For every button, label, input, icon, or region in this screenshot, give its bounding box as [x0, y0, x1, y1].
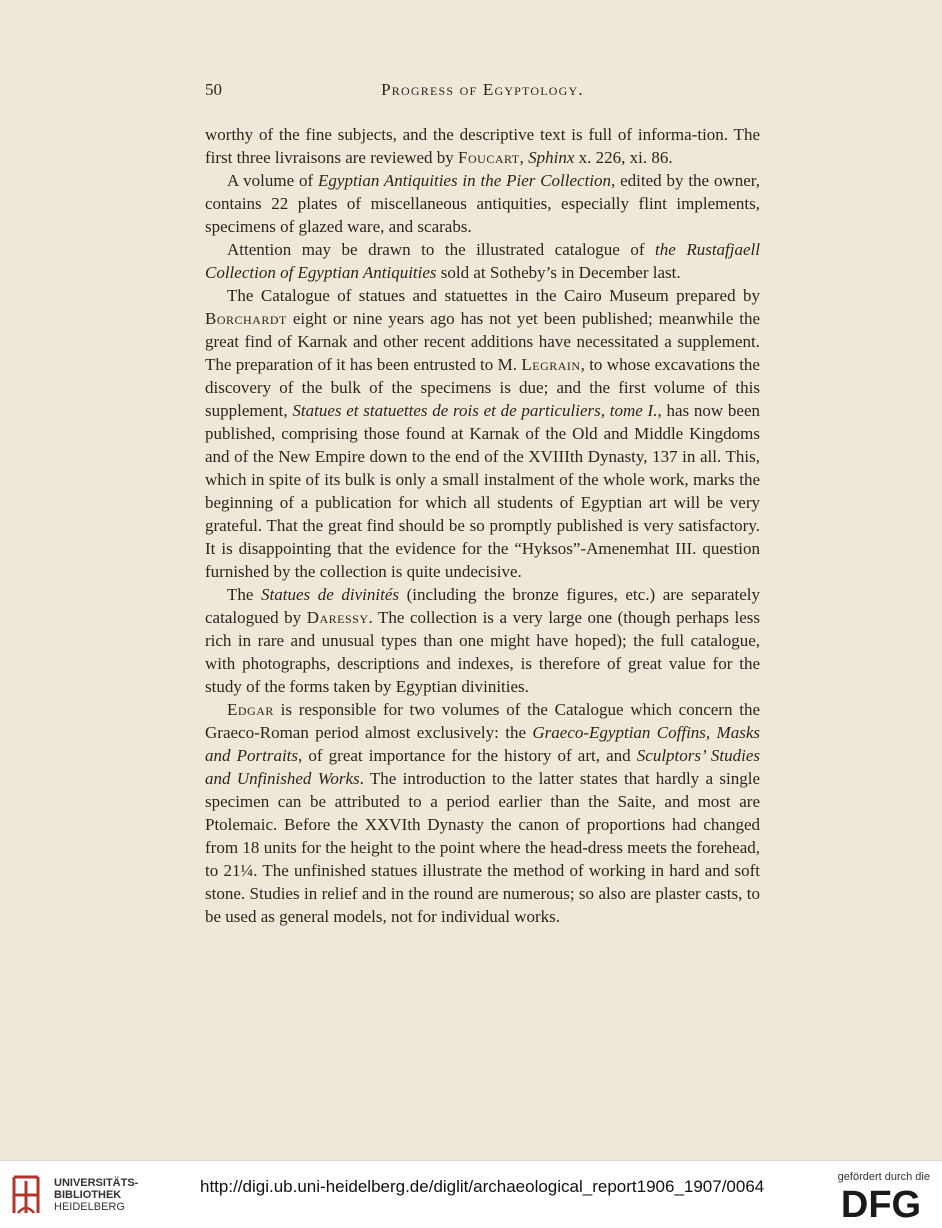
- italic-title: Statues et statuettes de rois et de particuliers, tome I.: [292, 401, 658, 420]
- funded-by-label: gefördert durch die: [837, 1171, 930, 1183]
- permalink-url[interactable]: http://digi.ub.uni-heidelberg.de/diglit/archaeological_report1906_1907/0064: [200, 1177, 765, 1196]
- text-run: , edited by the owner, contains 22 plates of miscellaneous antiquities, especially flint implements, specimens of glazed ware, and scarabs.: [205, 171, 760, 236]
- paragraph: [205, 169, 760, 238]
- text-run: The: [227, 585, 262, 604]
- italic-title: Statues de divinités: [261, 585, 400, 604]
- footer-bar: [0, 1160, 942, 1228]
- italic-title: Sphinx: [528, 148, 575, 167]
- author-name: Daressy: [306, 608, 369, 627]
- text-run: sold at Sotheby’s in December last.: [436, 263, 681, 282]
- dfg-logo[interactable]: [834, 1185, 928, 1221]
- body-text: [205, 123, 760, 928]
- library-line-3: HEIDELBERG: [54, 1201, 125, 1213]
- running-title: Progress of Egyptology.: [381, 80, 584, 99]
- page-number: 50: [205, 80, 222, 99]
- italic-title: Sculptors’ Studies and Unfinished Works: [205, 746, 761, 788]
- text-run: worthy of the fine subjects, and the descriptive text is full of informa-tion. The first three livraisons are reviewed by: [205, 125, 760, 167]
- text-run: , to whose excavations the discovery of the bulk of the specimens is due; and the first volume of this supplement,: [205, 355, 760, 420]
- text-run: , has now been published, comprising those found at Karnak of the Old and Middle Kingdoms and of the New Empire down to the end of the XVIIIth Dynasty, 137 in all. This, which in spite of its bulk is only a small instalment of the whole work, marks the beginning of a publication for which all students of Egyptian art will be very grateful. That the great find should be so promptly published is very satisfactory. It is disappointing that the evidence for the “Hyksos”-Amenemhat III. question furnished by the collection is quite undecisive.: [205, 401, 761, 581]
- university-library-logo[interactable]: [8, 1173, 44, 1217]
- text-run: , of great importance for the history of art, and: [298, 746, 637, 765]
- paragraph: [205, 698, 760, 928]
- text-run: A volume of: [227, 171, 319, 190]
- text-run: . The collection is a very large one (though perhaps less rich in rare and unusual types than one might have hoped); the full catalogue, with photographs, descriptions and indexes, is therefore of great value for the study of the forms taken by Egyptian divinities.: [205, 608, 760, 696]
- author-name: Legrain: [521, 355, 581, 374]
- library-name: [54, 1177, 138, 1213]
- text-run: . The introduction to the latter states that hardly a single specimen can be attributed to a period earlier than the Saite, and most are Ptolemaic. Before the XXVIth Dynasty the canon of proportions had changed from 18 units for the height to the point where the head-dress meets the forehead, to 21¼. The unfinished statues illustrate the method of working in hard and soft stone. Studies in relief and in the round are numerous; so also are plaster casts, to be used as general models, not for individual works.: [205, 769, 760, 926]
- text-run: Attention may be drawn to the illustrated catalogue of: [227, 240, 656, 259]
- text-run: eight or nine years ago has not yet been published; meanwhile the great find of Karnak and other recent additions have necessitated a supplement. The preparation of it has been entrusted to M.: [205, 309, 760, 374]
- italic-title: Egyptian Antiquities in the Pier Collection: [318, 171, 612, 190]
- text-run: (including the bronze figures, etc.) are separately catalogued by: [205, 585, 760, 627]
- text-run: The Catalogue of statues and statuettes in the Cairo Museum prepared by: [227, 286, 760, 305]
- italic-title: the Rustafjaell Collection of Egyptian Antiquities: [205, 240, 760, 282]
- library-line-2: BIBLIOTHEK: [54, 1189, 122, 1201]
- italic-title: Graeco-Egyptian Coffins, Masks and Portraits: [205, 723, 760, 765]
- paragraph: [205, 123, 760, 169]
- library-line-1: UNIVERSITÄTS-: [54, 1177, 139, 1189]
- author-name: Edgar: [227, 700, 274, 719]
- text-run: ,: [519, 148, 529, 167]
- text-run: x. 226, xi. 86.: [574, 148, 673, 167]
- page-header: [205, 80, 760, 104]
- paragraph: [205, 284, 760, 583]
- paragraph: [205, 583, 760, 698]
- paragraph: [205, 238, 760, 284]
- author-name: Foucart: [458, 148, 520, 167]
- dfg-logo-text: DFG: [840, 1185, 922, 1221]
- text-run: is responsible for two volumes of the Catalogue which concern the Graeco-Roman period almost exclusively: the: [205, 700, 760, 742]
- author-name: Borchardt: [205, 309, 287, 328]
